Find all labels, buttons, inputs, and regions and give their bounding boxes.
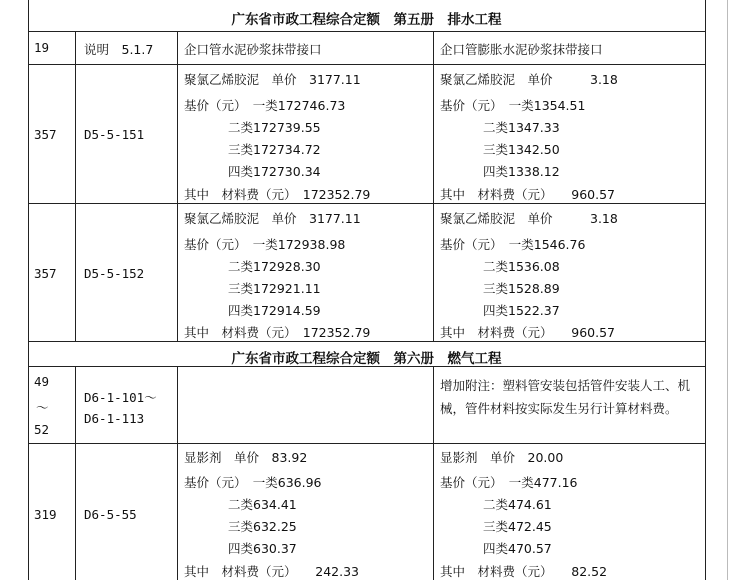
right-material: 显影剂 单价 20.00 <box>440 450 564 465</box>
note-page: 19 <box>34 40 50 55</box>
left-class4: 四类630.37 <box>228 541 297 556</box>
left-class2: 二类172739.55 <box>228 120 321 135</box>
right-class3: 三类1342.50 <box>483 142 560 157</box>
note-code: 说明 5.1.7 <box>84 42 154 57</box>
left-class3: 三类172734.72 <box>228 142 321 157</box>
right-class2: 二类474.61 <box>483 497 552 512</box>
row-code: D5-5-152 <box>84 266 145 281</box>
row-page: 357 <box>34 266 57 281</box>
left-class3: 三类172921.11 <box>228 281 321 296</box>
left-class2: 二类172928.30 <box>228 259 321 274</box>
additional-note: 增加附注：塑料管安装包括管件安装人工、机械，管件材料按实际发生另行计算材料费。 <box>440 378 691 416</box>
left-class3: 三类632.25 <box>228 519 297 534</box>
left-base: 基价（元） 一类636.96 <box>184 475 322 490</box>
right-base: 基价（元） 一类1354.51 <box>440 98 586 113</box>
right-class4: 四类1338.12 <box>483 164 560 179</box>
note-right-title: 企口管膨胀水泥砂浆抹带接口 <box>440 42 603 57</box>
left-material-fee: 其中 材料费（元） 172352.79 <box>184 187 371 202</box>
right-class2: 二类1347.33 <box>483 120 560 135</box>
right-material-fee: 其中 材料费（元） 82.52 <box>440 564 608 579</box>
row-code-start: D6-1-101～ <box>84 390 157 405</box>
right-base: 基价（元） 一类477.16 <box>440 475 578 490</box>
right-class4: 四类1522.37 <box>483 303 560 318</box>
left-material: 聚氯乙烯胶泥 单价 3177.11 <box>184 211 361 226</box>
row-page-end: 52 <box>34 422 50 437</box>
right-material: 聚氯乙烯胶泥 单价 3.18 <box>440 211 618 226</box>
section5-title: 广东省市政工程综合定额 第五册 排水工程 <box>231 12 502 28</box>
row-code-end: D6-1-113 <box>84 411 145 426</box>
left-material: 聚氯乙烯胶泥 单价 3177.11 <box>184 72 361 87</box>
right-material-fee: 其中 材料费（元） 960.57 <box>440 187 615 202</box>
right-material: 聚氯乙烯胶泥 单价 3.18 <box>440 72 618 87</box>
left-material: 显影剂 单价 83.92 <box>184 450 308 465</box>
right-class2: 二类1536.08 <box>483 259 560 274</box>
row-page: 319 <box>34 507 57 522</box>
row-code: D6-5-55 <box>84 507 137 522</box>
right-material-fee: 其中 材料费（元） 960.57 <box>440 325 615 340</box>
right-class4: 四类470.57 <box>483 541 552 556</box>
left-base: 基价（元） 一类172938.98 <box>184 237 346 252</box>
left-material-fee: 其中 材料费（元） 242.33 <box>184 564 359 579</box>
row-page: 357 <box>34 127 57 142</box>
right-base: 基价（元） 一类1546.76 <box>440 237 586 252</box>
row-page-range-sep: ～ <box>36 400 49 415</box>
row-code: D5-5-151 <box>84 127 145 142</box>
right-class3: 三类472.45 <box>483 519 552 534</box>
left-class2: 二类634.41 <box>228 497 297 512</box>
left-material-fee: 其中 材料费（元） 172352.79 <box>184 325 371 340</box>
note-left-title: 企口管水泥砂浆抹带接口 <box>184 42 322 57</box>
section6-title: 广东省市政工程综合定额 第六册 燃气工程 <box>231 351 502 367</box>
row-page-start: 49 <box>34 374 50 389</box>
left-class4: 四类172914.59 <box>228 303 321 318</box>
left-base: 基价（元） 一类172746.73 <box>184 98 346 113</box>
right-class3: 三类1528.89 <box>483 281 560 296</box>
left-class4: 四类172730.34 <box>228 164 321 179</box>
